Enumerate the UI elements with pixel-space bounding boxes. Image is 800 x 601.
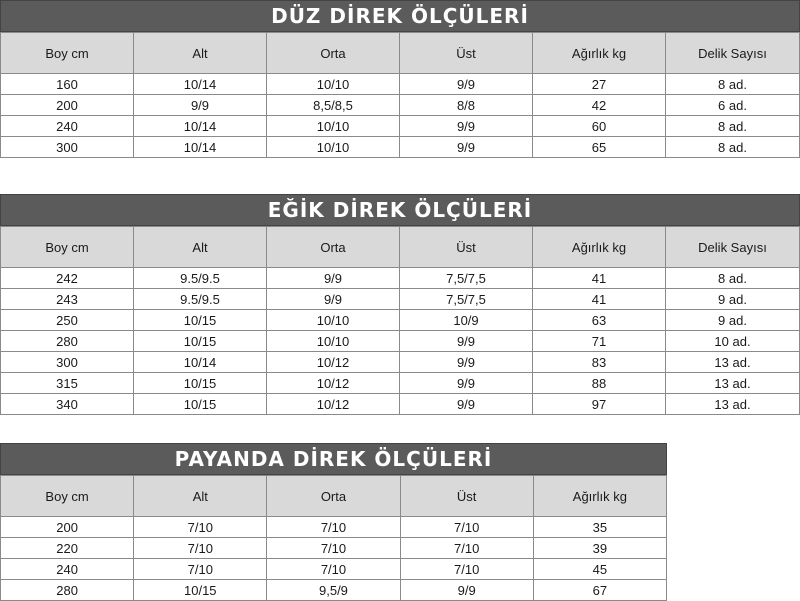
column-header: Alt [134, 33, 267, 74]
table-cell: 9/9 [400, 394, 533, 415]
table-row [1, 394, 800, 415]
column-header: Delik Sayısı [666, 33, 800, 74]
table-cell: 220 [1, 538, 134, 559]
table-cell: 9/9 [400, 580, 533, 601]
table-cell: 200 [1, 517, 134, 538]
egik-direk-table [0, 226, 800, 415]
table-cell: 10/10 [267, 331, 400, 352]
table-cell: 60 [533, 116, 666, 137]
table-cell: 10/14 [134, 352, 267, 373]
table-cell: 88 [533, 373, 666, 394]
table-cell: 35 [533, 517, 666, 538]
table-cell: 41 [533, 289, 666, 310]
column-header: Üst [400, 476, 533, 517]
table-cell: 9/9 [267, 289, 400, 310]
table-row [1, 74, 800, 95]
table-cell: 315 [1, 373, 134, 394]
table-cell: 9/9 [134, 95, 267, 116]
table-cell: 67 [533, 580, 666, 601]
table-cell: 8 ad. [666, 268, 800, 289]
section-title: PAYANDA DİREK ÖLÇÜLERİ [0, 443, 667, 475]
table-cell: 8,5/8,5 [267, 95, 400, 116]
column-header: Ağırlık kg [533, 476, 666, 517]
table-cell: 13 ad. [666, 352, 800, 373]
table-cell: 9/9 [267, 268, 400, 289]
table-cell: 13 ad. [666, 373, 800, 394]
table-cell: 7/10 [400, 538, 533, 559]
table-cell: 41 [533, 268, 666, 289]
table-cell: 8/8 [400, 95, 533, 116]
table-cell: 7/10 [267, 517, 400, 538]
column-header: Delik Sayısı [666, 227, 800, 268]
table-cell: 340 [1, 394, 134, 415]
table-cell: 8 ad. [666, 74, 800, 95]
table-cell: 9 ad. [666, 310, 800, 331]
table-cell: 7/10 [134, 538, 267, 559]
table-row [1, 95, 800, 116]
table-row [1, 517, 667, 538]
table-row [1, 580, 667, 601]
table-row [1, 559, 667, 580]
column-header: Ağırlık kg [533, 33, 666, 74]
table-cell: 63 [533, 310, 666, 331]
table-cell: 240 [1, 116, 134, 137]
table-cell: 42 [533, 95, 666, 116]
table-cell: 7/10 [134, 559, 267, 580]
table-row [1, 116, 800, 137]
table-cell: 10/10 [267, 116, 400, 137]
table-cell: 7,5/7,5 [400, 268, 533, 289]
table-cell: 280 [1, 331, 134, 352]
table-row [1, 538, 667, 559]
table-cell: 200 [1, 95, 134, 116]
table-cell: 9,5/9 [267, 580, 400, 601]
table-cell: 9/9 [400, 116, 533, 137]
duz-direk-table [0, 32, 800, 158]
table-cell: 7/10 [267, 559, 400, 580]
header-row [1, 476, 667, 517]
column-header: Alt [134, 227, 267, 268]
table-cell: 10/15 [134, 331, 267, 352]
table-cell: 9 ad. [666, 289, 800, 310]
column-header: Alt [134, 476, 267, 517]
table-cell: 71 [533, 331, 666, 352]
duz-direk-section [0, 0, 800, 158]
table-cell: 27 [533, 74, 666, 95]
column-header: Boy cm [1, 476, 134, 517]
column-header: Orta [267, 476, 400, 517]
table-cell: 10/15 [134, 373, 267, 394]
table-cell: 39 [533, 538, 666, 559]
table-row [1, 331, 800, 352]
table-cell: 9/9 [400, 373, 533, 394]
table-cell: 300 [1, 352, 134, 373]
table-cell: 10 ad. [666, 331, 800, 352]
table-cell: 10/10 [267, 74, 400, 95]
column-header: Üst [400, 33, 533, 74]
egik-direk-section [0, 194, 800, 415]
table-row [1, 352, 800, 373]
table-cell: 7/10 [400, 517, 533, 538]
table-cell: 7,5/7,5 [400, 289, 533, 310]
table-cell: 242 [1, 268, 134, 289]
table-cell: 10/12 [267, 394, 400, 415]
table-cell: 8 ad. [666, 137, 800, 158]
table-cell: 160 [1, 74, 134, 95]
table-cell: 83 [533, 352, 666, 373]
table-cell: 9/9 [400, 331, 533, 352]
column-header: Orta [267, 33, 400, 74]
table-cell: 300 [1, 137, 134, 158]
table-cell: 10/14 [134, 137, 267, 158]
table-cell: 10/14 [134, 74, 267, 95]
column-header: Orta [267, 227, 400, 268]
table-cell: 10/15 [134, 394, 267, 415]
table-cell: 13 ad. [666, 394, 800, 415]
table-cell: 243 [1, 289, 134, 310]
table-row [1, 268, 800, 289]
table-cell: 6 ad. [666, 95, 800, 116]
header-row [1, 227, 800, 268]
table-row [1, 373, 800, 394]
table-cell: 7/10 [134, 517, 267, 538]
column-header: Ağırlık kg [533, 227, 666, 268]
section-title: EĞİK DİREK ÖLÇÜLERİ [0, 194, 800, 226]
column-header: Üst [400, 227, 533, 268]
column-header: Boy cm [1, 33, 134, 74]
table-cell: 9.5/9.5 [134, 289, 267, 310]
table-cell: 10/10 [267, 137, 400, 158]
section-title: DÜZ DİREK ÖLÇÜLERİ [0, 0, 800, 32]
table-cell: 240 [1, 559, 134, 580]
table-cell: 9.5/9.5 [134, 268, 267, 289]
table-cell: 10/15 [134, 580, 267, 601]
table-cell: 250 [1, 310, 134, 331]
table-cell: 10/9 [400, 310, 533, 331]
table-cell: 65 [533, 137, 666, 158]
table-cell: 10/12 [267, 352, 400, 373]
payanda-direk-section [0, 443, 667, 601]
table-cell: 7/10 [267, 538, 400, 559]
header-row [1, 33, 800, 74]
table-cell: 10/12 [267, 373, 400, 394]
table-cell: 10/15 [134, 310, 267, 331]
table-cell: 10/10 [267, 310, 400, 331]
payanda-direk-table [0, 475, 667, 601]
table-cell: 9/9 [400, 352, 533, 373]
table-row [1, 137, 800, 158]
table-row [1, 310, 800, 331]
table-cell: 9/9 [400, 137, 533, 158]
table-cell: 45 [533, 559, 666, 580]
column-header: Boy cm [1, 227, 134, 268]
table-cell: 8 ad. [666, 116, 800, 137]
table-cell: 7/10 [400, 559, 533, 580]
table-cell: 10/14 [134, 116, 267, 137]
table-cell: 280 [1, 580, 134, 601]
table-row [1, 289, 800, 310]
table-cell: 97 [533, 394, 666, 415]
table-cell: 9/9 [400, 74, 533, 95]
